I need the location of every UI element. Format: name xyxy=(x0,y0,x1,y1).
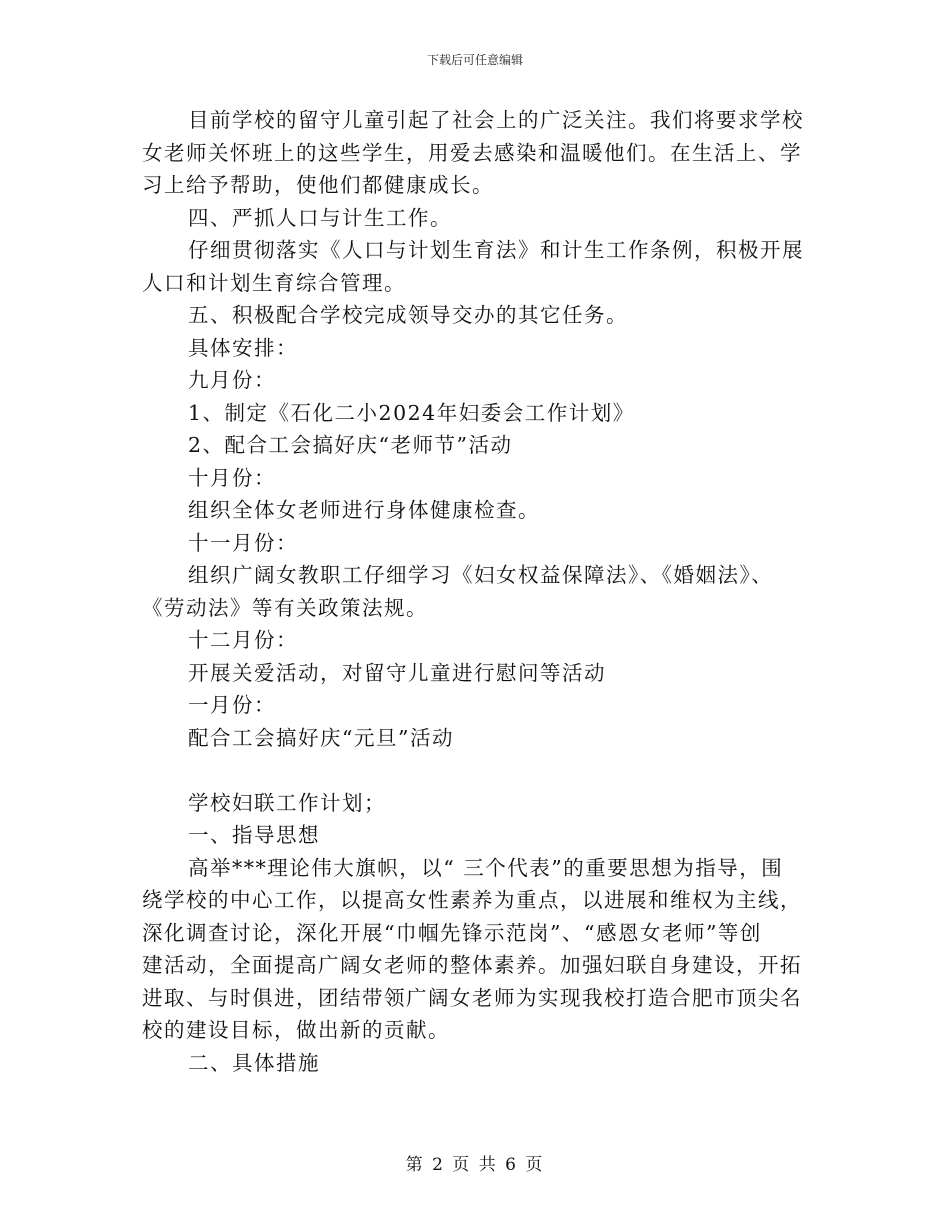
paragraph-line: 仔细贯彻落实《人口与计划生育法》和计生工作条例，积极开展 xyxy=(188,238,804,262)
paragraph-line: 目前学校的留守儿童引起了社会上的广泛关注。我们将要求学校 xyxy=(188,108,804,132)
month-label: 九月份： xyxy=(188,368,276,392)
month-label: 一月份： xyxy=(188,693,276,717)
paragraph-line: 《劳动法》等有关政策法规。 xyxy=(142,595,428,620)
paragraph-line: 习上给予帮助，使他们都健康成长。 xyxy=(142,173,494,197)
list-item: 组织全体女老师进行身体健康检查。 xyxy=(188,498,540,522)
subheading: 具体安排： xyxy=(188,335,298,360)
section-heading: 一、指导思想 xyxy=(188,823,320,847)
paragraph-line: 人口和计划生育综合管理。 xyxy=(142,270,406,295)
month-label: 十月份： xyxy=(188,465,276,490)
section-heading: 二、具体措施 xyxy=(188,1050,320,1075)
month-label: 十一月份： xyxy=(188,530,298,555)
section-heading: 五、积极配合学校完成领导交办的其它任务。 xyxy=(188,303,628,327)
section-heading: 四、严抓人口与计生工作。 xyxy=(188,205,452,230)
list-item: 2、配合工会搞好庆“老师节”活动 xyxy=(188,433,513,457)
month-label: 十二月份： xyxy=(188,628,298,652)
paragraph-line: 校的建设目标，做出新的贡献。 xyxy=(142,1018,450,1042)
paragraph-line: 建活动，全面提高广阔女老师的整体素养。加强妇联自身建设，开拓 xyxy=(142,953,802,977)
page-number: 第 2 页 共 6 页 xyxy=(405,1155,545,1175)
list-item: 配合工会搞好庆“元旦”活动 xyxy=(188,725,454,750)
paragraph-line: 绕学校的中心工作，以提高女性素养为重点，以进展和维权为主线， xyxy=(142,888,802,912)
list-item: 1、制定《石化二小2024年妇委会工作计划》 xyxy=(188,400,635,425)
paragraph-line: 进取、与时俱进，团结带领广阔女老师为实现我校打造合肥市顶尖名 xyxy=(142,985,802,1010)
list-item: 开展关爱活动，对留守儿童进行慰问等活动 xyxy=(188,660,606,685)
paragraph-line: 深化调查讨论，深化开展“巾帼先锋示范岗”、“感恩女老师”等创 xyxy=(142,920,762,945)
paragraph-line: 高举***理论伟大旗帜，以“ 三个代表”的重要思想为指导，围 xyxy=(188,855,784,880)
list-item: 组织广阔女教职工仔细学习《妇女权益保障法》、《婚姻法》、 xyxy=(188,563,774,587)
blank-line xyxy=(142,754,802,787)
document-body xyxy=(142,104,802,1079)
page-header: 下载后可任意编辑 xyxy=(426,53,523,67)
document-title: 学校妇联工作计划； xyxy=(188,790,386,815)
paragraph-line: 女老师关怀班上的这些学生，用爱去感染和温暖他们。在生活上、学 xyxy=(142,140,802,165)
